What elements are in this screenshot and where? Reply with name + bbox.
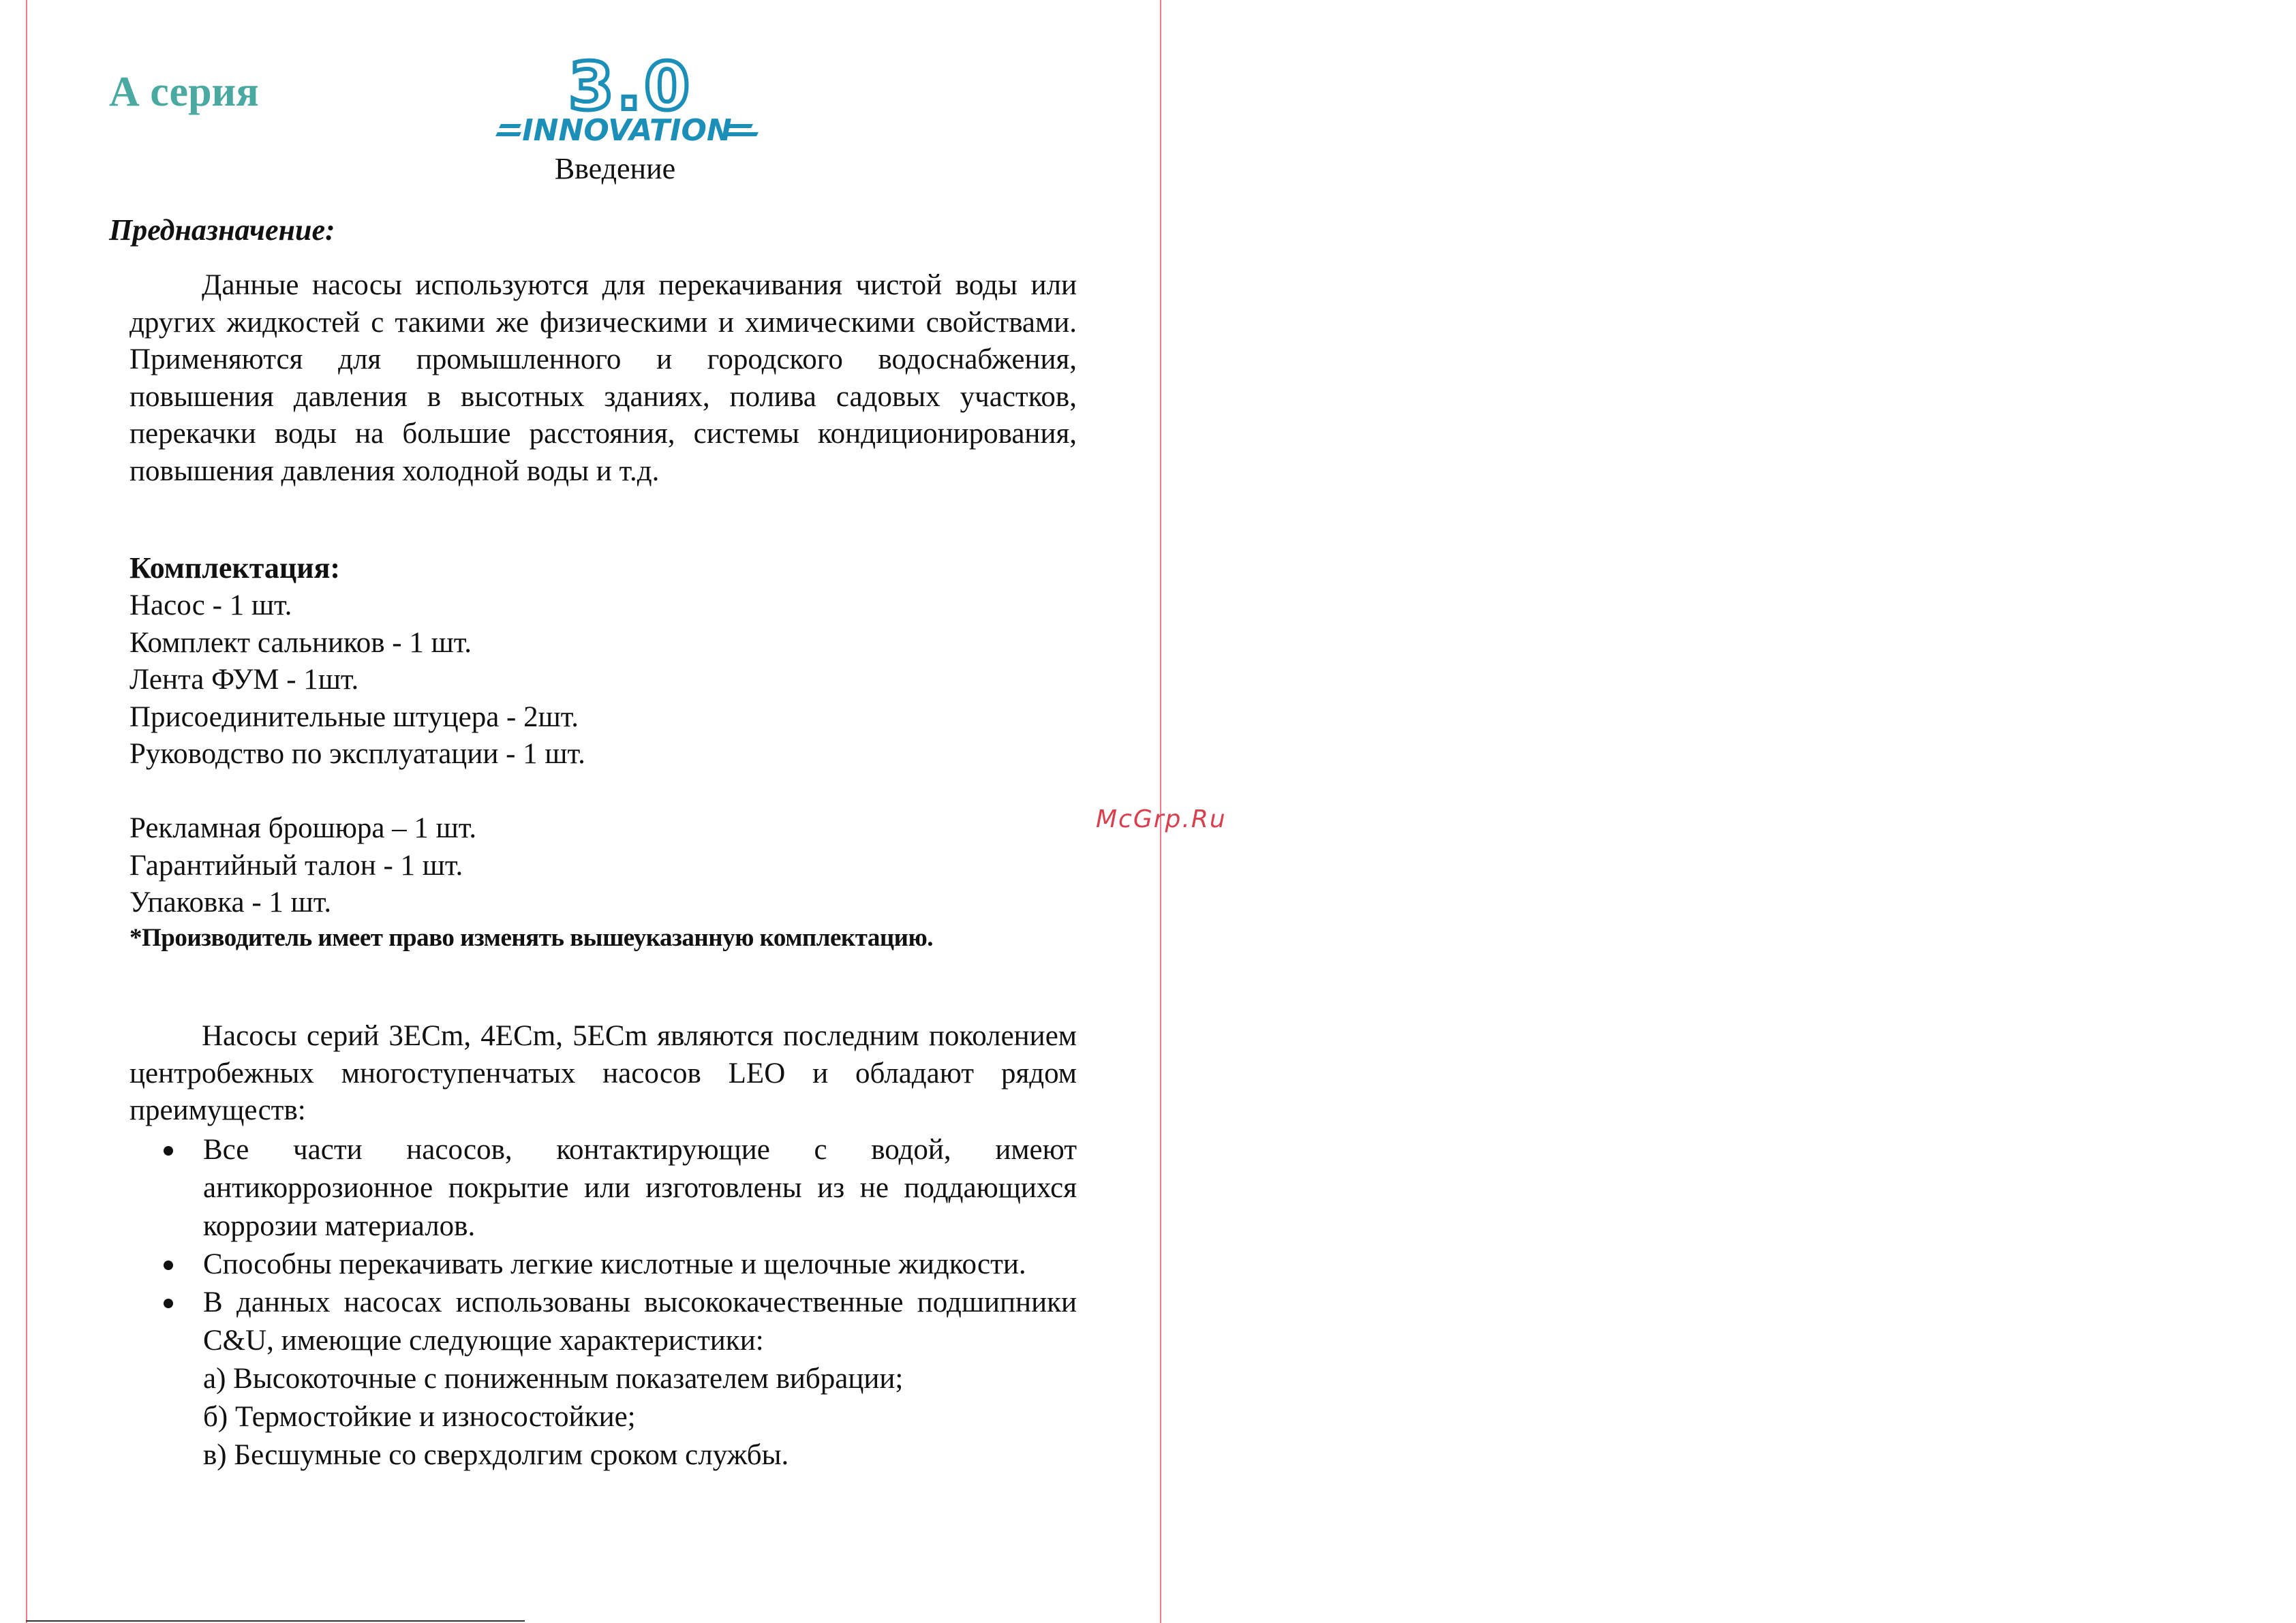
kit-item: Комплект сальников - 1 шт. bbox=[129, 626, 472, 659]
bearing-feature: б) Термостойкие и износостойкие; bbox=[203, 1401, 636, 1433]
bullet-icon bbox=[164, 1299, 173, 1308]
purpose-heading: Предназначение: bbox=[109, 213, 335, 247]
bullet-icon bbox=[164, 1261, 173, 1270]
logo-word: INNOVATION bbox=[522, 113, 732, 148]
advantage-item bbox=[164, 1246, 1077, 1284]
logo-number: 3.0 bbox=[568, 56, 693, 125]
kit-item: Рекламная брошюра – 1 шт. bbox=[129, 812, 477, 844]
purpose-paragraph: Данные насосы используются для перекачивания чистой воды или других жидкостей с такими же физическими и химическими свойствами. Применяются для промышленного и городского водоснабжения, повышения давления в высотных зданиях, полива садовых участков, перекачки воды на большие расстояния, системы кондиционирования, повышения давления холодной воды и т.д. bbox=[129, 269, 1077, 487]
innovation-logo bbox=[494, 56, 760, 148]
intro-heading: Введение bbox=[554, 152, 676, 185]
kit-list bbox=[129, 587, 585, 922]
kit-item: Лента ФУМ - 1шт. bbox=[129, 664, 359, 696]
advantage-item bbox=[164, 1131, 1077, 1246]
series-title: А серия bbox=[109, 69, 259, 115]
bearing-features-list bbox=[203, 1360, 1077, 1474]
kit-item: Руководство по эксплуатации - 1 шт. bbox=[129, 738, 585, 770]
bottom-rule bbox=[26, 1620, 525, 1622]
advantage-item bbox=[164, 1284, 1077, 1474]
bearing-feature: в) Бесшумные со сверхдолгим сроком службы. bbox=[203, 1439, 789, 1471]
advantage-text: В данных насосах использованы высококачественные подшипники C&U, имеющие следующие характеристики: bbox=[203, 1286, 1077, 1357]
kit-heading: Комплектация: bbox=[129, 551, 341, 585]
advantage-text: Все части насосов, контактирующие с водой, имеют антикоррозионное покрытие или изготовлены из не поддающихся коррозии материалов. bbox=[203, 1134, 1077, 1242]
left-margin-line bbox=[26, 0, 27, 1623]
kit-item: Гарантийный талон - 1 шт. bbox=[129, 849, 463, 882]
advantage-text: Способны перекачивать легкие кислотные и щелочные жидкости. bbox=[203, 1248, 1026, 1280]
watermark: McGrp.Ru bbox=[1096, 805, 1227, 833]
kit-note: *Производитель имеет право изменять вышеуказанную комплектацию. bbox=[129, 924, 934, 952]
kit-item: Присоединительные штуцера - 2шт. bbox=[129, 700, 579, 733]
kit-item: Упаковка - 1 шт. bbox=[129, 886, 332, 918]
bearing-feature: а) Высокоточные с пониженным показателем вибрации; bbox=[203, 1363, 904, 1395]
bullet-icon bbox=[164, 1146, 173, 1156]
advantages-intro: Насосы серий 3ECm, 4ECm, 5ECm являются последним поколением центробежных многоступенчатых насосов LEO и обладают рядом преимуществ: bbox=[129, 1020, 1077, 1126]
kit-item: Насос - 1 шт. bbox=[129, 589, 292, 621]
advantages-list bbox=[164, 1131, 1077, 1474]
